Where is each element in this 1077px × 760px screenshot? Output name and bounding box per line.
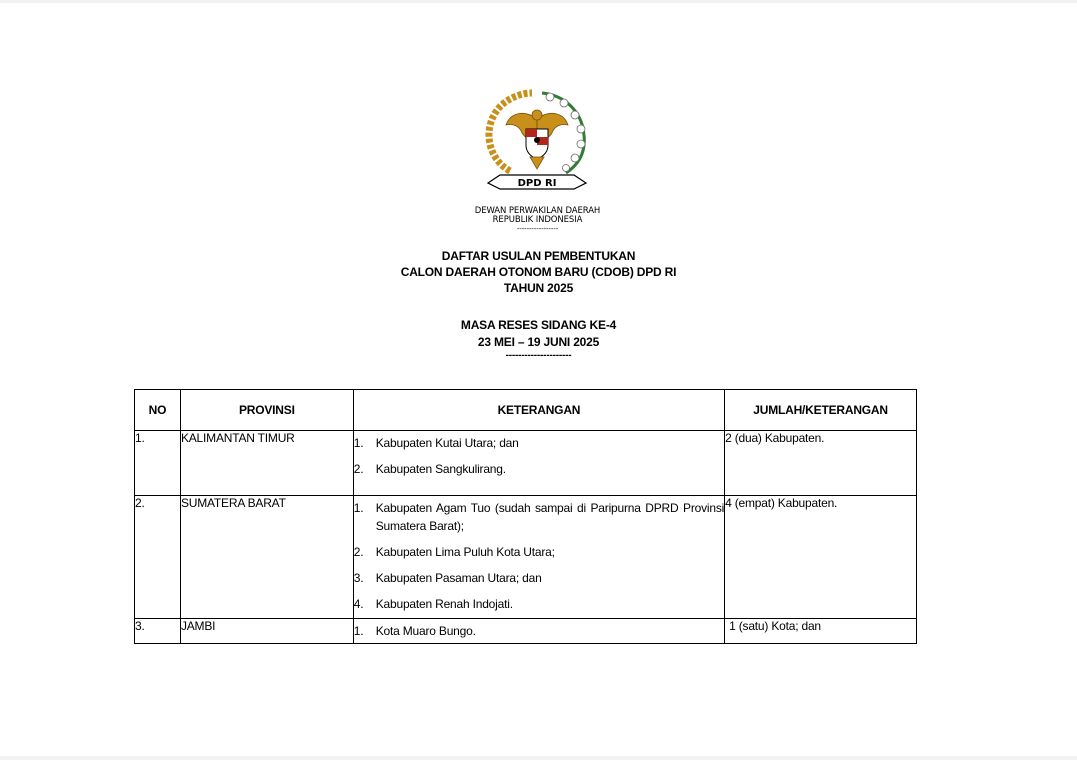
- document-title-line-3: TAHUN 2025: [503, 281, 574, 295]
- table-header-row: [135, 390, 917, 431]
- header-provinsi: PROVINSI: [180, 390, 353, 431]
- list-item-number: 1.: [353, 501, 364, 515]
- row-number: 1.: [135, 431, 181, 496]
- row-jumlah: 4 (empat) Kabupaten.: [725, 496, 917, 619]
- session-line-2: 23 MEI – 19 JUNI 2025: [477, 335, 600, 349]
- list-item: [354, 460, 724, 478]
- session-line-1: MASA RESES SIDANG KE-4: [460, 318, 617, 332]
- list-item: [354, 569, 724, 587]
- header-no: NO: [135, 390, 181, 431]
- document-page: [0, 3, 1077, 756]
- document-title-line-2: CALON DAERAH OTONOM BARU (CDOB) DPD RI: [400, 265, 677, 279]
- logo-text: DPD RI: [517, 178, 557, 189]
- list-item-text: Kabupaten Kutai Utara; dan: [375, 436, 519, 450]
- list-item: [354, 499, 724, 535]
- row-keterangan: [353, 431, 724, 496]
- row-provinsi: JAMBI: [180, 619, 353, 644]
- row-number: 2.: [135, 496, 181, 619]
- list-item-number: 2.: [353, 545, 364, 559]
- row-keterangan: [353, 619, 724, 644]
- row-keterangan: [353, 496, 724, 619]
- list-item-number: 1.: [353, 624, 364, 638]
- list-item: [354, 434, 724, 452]
- list-item-text: Kabupaten Sangkulirang.: [375, 462, 506, 476]
- table-row: [135, 496, 917, 619]
- list-item-number: 4.: [353, 597, 364, 611]
- list-item: [354, 622, 724, 640]
- row-jumlah: 1 (satu) Kota; dan: [725, 619, 917, 644]
- list-item-text: Kabupaten Renah Indojati.: [375, 597, 513, 611]
- document-title-line-1: DAFTAR USULAN PEMBENTUKAN: [441, 249, 636, 263]
- header-keterangan: KETERANGAN: [353, 390, 724, 431]
- row-provinsi: KALIMANTAN TIMUR: [180, 431, 353, 496]
- header-jumlah: JUMLAH/KETERANGAN: [725, 390, 917, 431]
- list-item-number: 1.: [353, 436, 364, 450]
- institution-name-line-1: DEWAN PERWAKILAN DAERAH: [474, 206, 601, 216]
- dpd-ri-emblem: [480, 89, 594, 199]
- list-item-number: 3.: [353, 571, 364, 585]
- table-row: [135, 431, 917, 496]
- institution-rule: -----------------: [516, 225, 559, 233]
- session-rule: ---------------------: [505, 350, 572, 361]
- cdob-table: [134, 389, 917, 644]
- table-row: [135, 619, 917, 644]
- list-item-text: Kota Muaro Bungo.: [375, 624, 476, 638]
- list-item: [354, 595, 724, 613]
- row-provinsi: SUMATERA BARAT: [180, 496, 353, 619]
- row-jumlah: 2 (dua) Kabupaten.: [725, 431, 917, 496]
- list-item: [354, 543, 724, 561]
- row-number: 3.: [135, 619, 181, 644]
- institution-name-line-2: REPUBLIK INDONESIA: [492, 215, 583, 225]
- list-item-text: Kabupaten Lima Puluh Kota Utara;: [375, 545, 555, 559]
- list-item-text: Kabupaten Pasaman Utara; dan: [375, 571, 542, 585]
- list-item-number: 2.: [353, 462, 364, 476]
- list-item-text: Kabupaten Agam Tuo (sudah sampai di Paripurna DPRD Provinsi Sumatera Barat);: [375, 501, 725, 533]
- garuda-emblem-icon: [480, 89, 594, 199]
